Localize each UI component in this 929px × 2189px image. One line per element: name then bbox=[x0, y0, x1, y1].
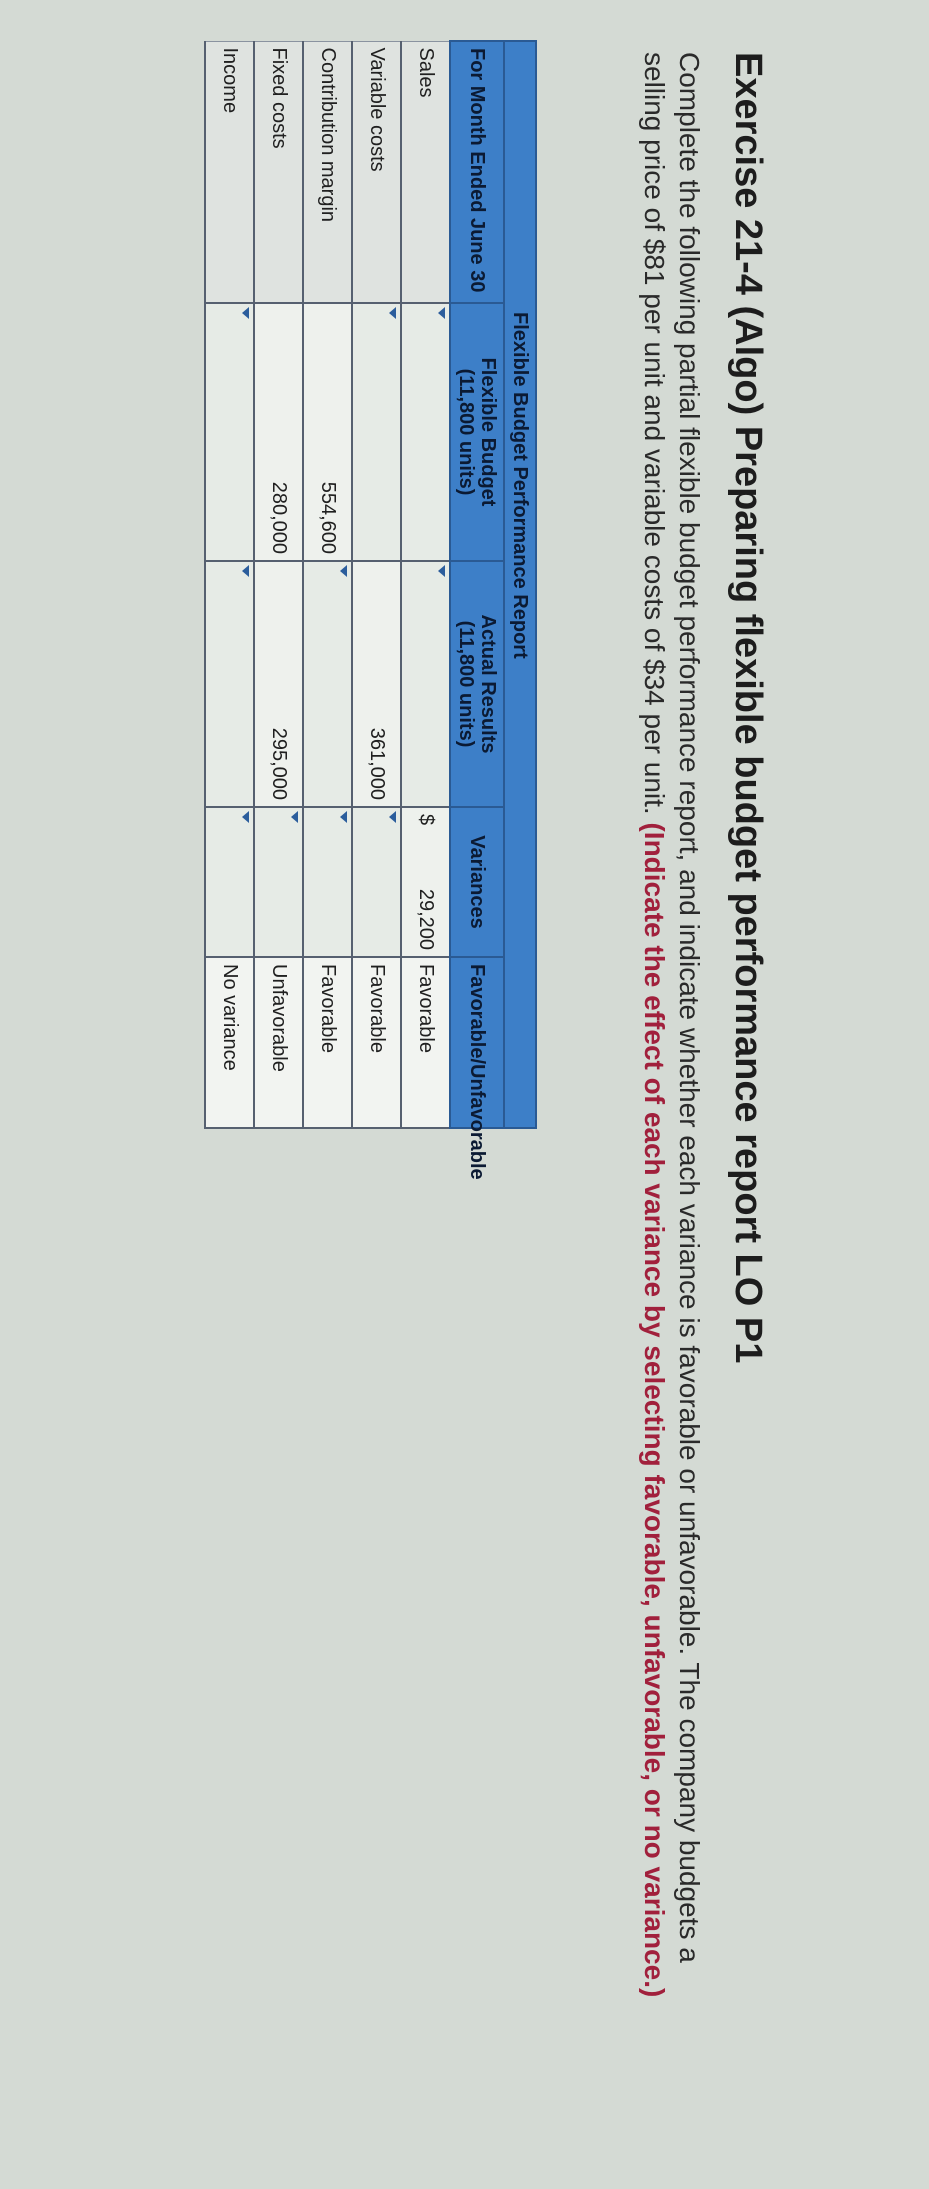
header-flexible-budget-line1: Flexible Budget bbox=[477, 357, 499, 507]
header-actual-results-line2: (11,800 units) bbox=[455, 620, 477, 748]
sales-actual-results-input[interactable] bbox=[401, 561, 450, 807]
row-label: Sales bbox=[401, 41, 450, 303]
header-variances: Variances bbox=[450, 807, 504, 957]
header-flexible-budget bbox=[450, 303, 504, 561]
currency-symbol: $ bbox=[415, 814, 437, 826]
variable-costs-actual-results: 361,000 bbox=[352, 561, 401, 807]
header-period: For Month Ended June 30 bbox=[450, 41, 504, 303]
fixed-costs-favorability[interactable]: Unfavorable bbox=[254, 957, 303, 1128]
row-label: Contribution margin bbox=[303, 41, 352, 303]
sales-variance bbox=[401, 807, 450, 957]
row-label: Income bbox=[205, 41, 254, 303]
header-actual-results-line1: Actual Results bbox=[477, 614, 499, 754]
flexible-budget-table bbox=[204, 40, 537, 1180]
income-flexible-budget-input[interactable] bbox=[205, 303, 254, 561]
instructions-emphasis: (Indicate the effect of each variance by selecting favorable, unfavorable, or no variance.) bbox=[639, 822, 670, 1998]
row-label: Variable costs bbox=[352, 41, 401, 303]
row-label: Fixed costs bbox=[254, 41, 303, 303]
row-variable-costs bbox=[352, 41, 401, 1128]
fixed-costs-actual-results: 295,000 bbox=[254, 561, 303, 807]
fixed-costs-flexible-budget: 280,000 bbox=[254, 303, 303, 561]
row-income bbox=[205, 41, 254, 1128]
income-favorability[interactable]: No variance bbox=[205, 957, 254, 1128]
variable-costs-variance-input[interactable] bbox=[352, 807, 401, 957]
report-title: Flexible Budget Performance Report bbox=[504, 41, 536, 1128]
variable-costs-favorability[interactable]: Favorable bbox=[352, 957, 401, 1128]
income-actual-results-input[interactable] bbox=[205, 561, 254, 807]
row-contribution-margin bbox=[303, 41, 352, 1128]
contribution-margin-favorability[interactable]: Favorable bbox=[303, 957, 352, 1128]
fixed-costs-variance-input[interactable] bbox=[254, 807, 303, 957]
row-fixed-costs bbox=[254, 41, 303, 1128]
header-flexible-budget-line2: (11,800 units) bbox=[455, 368, 477, 496]
row-sales bbox=[401, 41, 450, 1128]
header-favorable-unfavorable: Favorable/Unfavorable bbox=[450, 957, 504, 1128]
contribution-margin-flexible-budget: 554,600 bbox=[303, 303, 352, 561]
sales-favorability[interactable]: Favorable bbox=[401, 957, 450, 1128]
sales-variance-value: 29,200 bbox=[415, 888, 437, 950]
variable-costs-flexible-budget-input[interactable] bbox=[352, 303, 401, 561]
instructions bbox=[637, 52, 707, 2012]
contribution-margin-actual-results-input[interactable] bbox=[303, 561, 352, 807]
sales-flexible-budget-input[interactable] bbox=[401, 303, 450, 561]
header-actual-results bbox=[450, 561, 504, 807]
contribution-margin-variance-input[interactable] bbox=[303, 807, 352, 957]
income-variance-input[interactable] bbox=[205, 807, 254, 957]
instructions-text: Complete the following partial flexible budget performance report, and indicate whether each variance is favorable or unfavorable. The company budgets a selling price of $81 per unit and variable costs of $34 per unit. bbox=[639, 52, 705, 1963]
exercise-title: Exercise 21-4 (Algo) Preparing flexible budget performance report LO P1 bbox=[727, 52, 769, 1364]
